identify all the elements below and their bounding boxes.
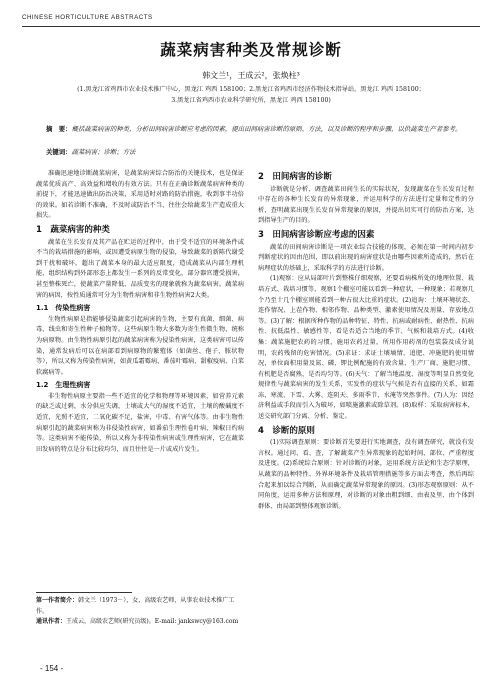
right-column xyxy=(258,169,474,664)
section-heading-3: 3 田间病害诊断应考虑的因素 xyxy=(258,229,375,240)
page-number: - 154 - xyxy=(40,664,64,673)
abstract xyxy=(46,124,462,135)
header-rule xyxy=(22,26,480,27)
intro-paragraph: 准确迅速地诊断蔬菜病害，是蔬菜病害综合防治的关键技术，也是保证蔬菜优质高产、高效益和增收的有效方法。只有在正确诊断蔬菜病害种类的前提下，才能迅速做出防治决策，采用适时对路的防治措施，收到事半功倍的效果。如若诊断不准确，不及时或防治不当，往往会给蔬菜生产造成重大损失。 xyxy=(36,170,244,220)
affiliations xyxy=(40,84,462,106)
author-note-label: 第一作者简介： xyxy=(36,597,79,604)
section-2-paragraph: 诊断就是分析、调查蔬菜田间生长的实际状况，发现蔬菜在生长发育过程中存在的各种生长发育的异常现象，并运用科学的方法进行定量和定性的分析，查明蔬菜出现生长发育异常现象的原因，并提出切实可行的防治方案，达到指导生产的目的。 xyxy=(258,185,474,225)
affiliation-line: (1.黑龙江省鸡西市农业技术推广中心，黑龙江 鸡西 158100；2.黑龙江省鸡西市经济作物技术指导站，黑龙江 鸡西 158100； xyxy=(77,86,425,93)
section-4-paragraph: (1)实际调查原则：要诊断首先要进行实地调查，没有调查研究，就没有发言权。通过问、看、查，了解蔬菜产生异常现象的起始时间、部位、严重程度及进度。(2)系统综合原则：针对诊断的对象，运用系统方法论和生态学原理，从蔬菜的品种特性、外界环境条件及栽培管理措施等多方面去考查，然后再综合起来加以综合判断，从而确定蔬菜异常现象的原因。(3)形态观察原则：从不同角度，运用多种方法和原理，对诊断的对象由粗到细、由表及里、由个体到群体、由局部到整体观察诊断。 xyxy=(258,439,474,510)
corresponding-label: 通讯作者： xyxy=(36,618,67,625)
footnote-rule xyxy=(36,592,132,593)
footnote xyxy=(36,596,244,628)
keywords-text: 蔬菜病害；诊断；方法 xyxy=(71,148,136,156)
section-3-paragraph: 蔬菜的田间病害诊断是一项农业综合技能的体现，必须在第一时间内初步判断症状的因由范围，即以前出现的病害症状是由哪些因素所造成的，然后在病理症状的基础上，采取科学的方法进行诊断。 xyxy=(258,243,474,272)
abstract-label: 摘 要： xyxy=(46,125,72,133)
section-heading-1: 1 蔬菜病害的种类 xyxy=(36,224,110,235)
left-column xyxy=(36,169,244,589)
corresponding-note xyxy=(36,617,244,628)
subsection-heading-1-1: 1.1 传染性病害 xyxy=(36,304,91,313)
article-title: 蔬菜病害种类及常规诊断 xyxy=(160,41,342,59)
authors: 韩文兰¹，王成云²，张焕柱³ xyxy=(202,71,300,80)
section-1-paragraph: 蔬菜在生长发育及其产品在贮运的过程中，由于受不适宜的环境条件或不当的栽培措施的影响，或因遭受病原生物的侵染，导致蔬菜的新陈代谢受到干扰和破坏，超出了蔬菜本身的最大适应限度，造成蔬菜从内部生理机能、组织结构到外部形态上都发生一系列的反常变化，部分器官遭受损害，甚至整株死亡，使蔬菜产量降低、品质变劣的现象就称为蔬菜病害。蔬菜病害的病因，按性质通常可分为生物性病害和非生物性病害2大类。 xyxy=(36,238,244,299)
author-note-text: 韩文兰（1973－），女，高级农艺师，从事农业技术推广工作。 xyxy=(36,597,235,615)
subsection-heading-1-2: 1.2 生理性病害 xyxy=(36,381,91,390)
subsection-1-2-paragraph: 非生物性病原主要指一些不适宜的化学和物理等环境因素，如营养元素的缺乏或过剩，水分供应失调，土壤或大气的湿度不适宜，土壤的酸碱度不适宜，光照不适宜，二氧化碳不足，盐害，中毒、有害气体等。由非生物性病原引起的蔬菜病害称为非侵染性病害，如番茄生理性卷叶病、辣椒日灼病等。这类病害不能传染，所以又称为非传染性病害或生理性病害，它在蔬菜田发病的特点是分布比较均匀，而且往往是一片或成片发生。 xyxy=(36,392,244,453)
section-3-list: (1)观察：应从局部叶片到整株仔细观察，还要看病株所处的地理位置、栽培方式、栽培习惯等，观察1个棚室可能以看到一种症状，一种现象；若观察几个乃至十几个棚室则能看到一种占很大比重的症状。(2)追询：土壤环境状态、连作情况、上茬作物、相邻作物、品种类型、激素使用情况及剂量、存放地点等。(3)了解：根据所种作物的品种特征、特性、抗病或耐病性、耐热性、抗病性、抗低温性、敏感性等，看是否适合当地的季节、气候和栽培方式。(4)收集：蔬菜施肥农药的习惯，施用农药过量，所用作用药剂的包装袋及成分说明，农药残留的危害情况。(5)求证：求证土壤墒情、追肥、冲施肥的使用情况，单位面积用量及氮、磷、钾比例配施的有效含量、生产厂商、施肥习惯、有机肥是否腐熟、是否均匀等。(6)天气：了解当地温度、湿度等明显自然变化规律性与蔬菜病害的发生关系，实发性的症状与气候是否有直接的关系，如霜冻、寒流、下雪、大雾、连阴天、多雨季节、水淹等突然事件。(7)人为：因经济利益或手段而引入为破坏，如喷施激素或除草剂。(8)取样：采取病害标本，送交研究部门分离、分析、鉴定。 xyxy=(258,275,474,421)
keywords-label: 关键词： xyxy=(46,148,72,156)
abstract-text: 概括蔬菜病害的种类，分析田间病害诊断应考虑的因素，提出田间病害诊断的原则、方法，以及诊断的程序和步骤，以供蔬菜生产者参考。 xyxy=(71,125,462,133)
keywords xyxy=(46,147,462,158)
journal-header: CHINESE HORTICULTURE ABSTRACTS xyxy=(22,14,153,21)
subsection-1-1-paragraph: 生物性病原是指能够侵染蔬菜引起病害的生物，主要有真菌、细菌、病毒、线虫和寄生性种子植物等。这些病原生物大多数为寄生性微生物，统称为病原物。由生物性病原引起的蔬菜病害称为侵染性病害，这类病害可以传染，通常发病后可以在病部看到病原物的繁殖体（如菌丝、孢子、脓状物等），所以又称为传染性病害，如黄瓜霜霉病、番茄叶霉病、甜椒疫病、白菜软腐病等。 xyxy=(36,315,244,376)
corresponding-text: 王成云，高级农艺师(研究员级)。E-mail: jankswcy@163.com xyxy=(66,618,239,625)
author-note xyxy=(36,596,244,617)
section-heading-2: 2 田间病害的诊断 xyxy=(258,172,332,182)
affiliation-line: 3.黑龙江省鸡西市农业科学研究所，黑龙江 鸡西 158100) xyxy=(171,97,331,104)
section-heading-4: 4 诊断的原则 xyxy=(258,425,315,436)
